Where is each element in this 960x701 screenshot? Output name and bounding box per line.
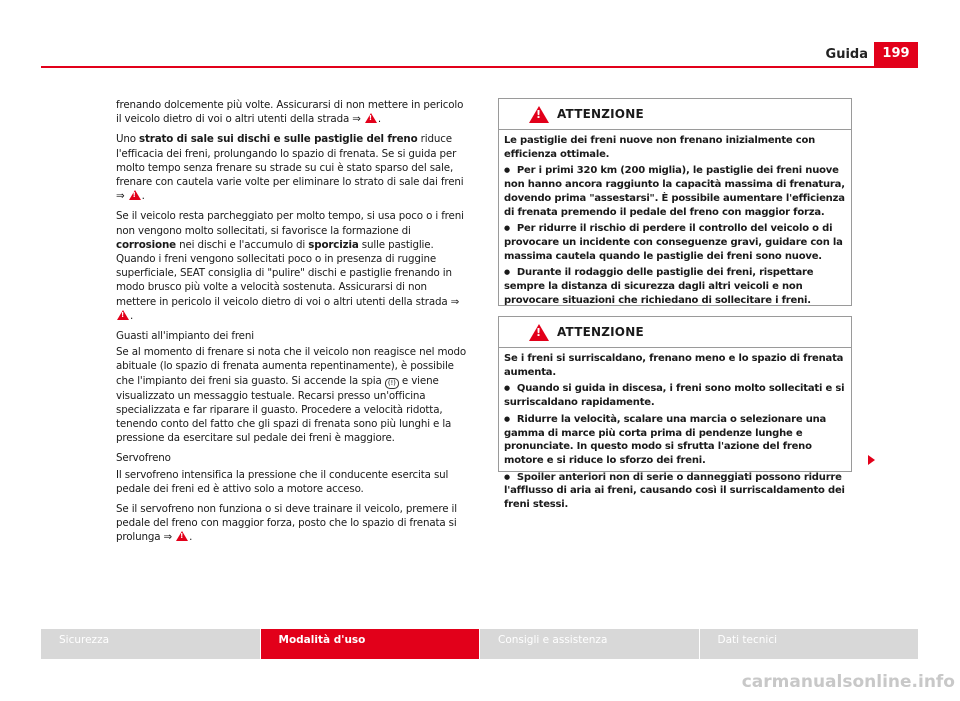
footer-tab-sicurezza[interactable]: Sicurezza: [41, 629, 260, 659]
header-rule: [41, 66, 918, 68]
warning-box-header: [499, 317, 851, 348]
warning-ref-icon[interactable]: [365, 113, 377, 123]
paragraph-servo-2: Se il servofreno non funziona o si deve trainare il veicolo, premere il pedale del freno con maggior forza, posto che lo spazio di frenata si prolunga ⇒ !.: [116, 502, 468, 545]
warning-bullet: ● Quando si guida in discesa, i freni sono molto sollecitati e si surriscaldano rapidamente.: [504, 382, 845, 409]
warning-intro: Se i freni si surriscaldano, frenano meno e lo spazio di frenata aumenta.: [504, 353, 844, 378]
paragraph-1: frenando dolcemente più volte. Assicurarsi di non mettere in pericolo il veicolo dietro di voi o altri utenti della strada ⇒ !.: [116, 98, 468, 126]
warning-box-new-pads: [498, 98, 852, 306]
brake-warning-lamp-icon: (!): [385, 378, 399, 389]
page-section-title: Guida: [825, 47, 868, 62]
paragraph-servo-1: Il servofreno intensifica la pressione che il conducente esercita sul pedale dei freni ed è attivo solo a motore acceso.: [116, 468, 449, 495]
warning-bullet: ● Ridurre la velocità, scalare una marcia o selezionare una gamma di marce più corta prima di pendenze lunghe e pronunciate. In questo modo si sfrutta l'azione del freno motore e si riduce lo sforzo dei freni.: [504, 413, 845, 468]
warning-box-body: [499, 348, 851, 512]
warning-ref-icon[interactable]: [176, 531, 188, 541]
heading-servo: Servofreno: [116, 452, 171, 465]
footer-nav: [41, 629, 918, 659]
warning-box-title: ATTENZIONE: [557, 325, 644, 339]
paragraph-brake-faults: Se al momento di frenare si nota che il veicolo non reagisce nel modo abituale (lo spazio di frenata aumenta repentinamente), è possibile che l'impianto dei freni sia guasto. Si accende la spia (!) e viene visualizzato un messaggio testuale. Recarsi presso un'officina specializzata e far riparare il guasto. Procedere a velocità ridotta, tenendo conto del fatto che gli spazi di frenata sono più lunghi e la pressione da esercitare sul pedale dei freni è maggiore.: [116, 346, 467, 445]
warning-bullet: ● Durante il rodaggio delle pastiglie dei freni, rispettare sempre la distanza di sicurezza dagli altri veicoli e non provocare situazioni che richiedano di sollecitare i freni.: [504, 266, 845, 307]
paragraph-corrosion: Se il veicolo resta parcheggiato per molto tempo, si usa poco o i freni non vengono molto sollecitati, si favorisce la formazione di corrosione nei dischi e l'accumulo di sporcizia sulle pastiglie. Quando i freni vengono sollecitati poco o in presenza di ruggine superficiale, SEAT consiglia di "pulire" dischi e pastiglie frenando in modo brusco più volte a velocità sostenuta. Assicurarsi di non mettere in pericolo il veicolo dietro di voi o altri utenti della strada ⇒ !.: [116, 209, 468, 323]
footer-tab-consigli[interactable]: Consigli e assistenza: [480, 629, 699, 659]
warning-box-header: [499, 99, 851, 130]
warning-ref-icon[interactable]: [117, 310, 129, 320]
watermark: carmanualsonline.info: [741, 672, 955, 692]
page-number: 199: [874, 42, 918, 66]
paragraph-salt: Uno strato di sale sui dischi e sulle pastiglie del freno riduce l'efficacia dei freni, prolungando lo spazio di frenata. Se si guida per molto tempo senza frenare su strade su cui è stato sparso del sale, frenare con cautela varie volte per eliminare lo strato di sale dai freni ⇒ !.: [116, 132, 468, 203]
warning-bullet: ● Per ridurre il rischio di perdere il controllo del veicolo o di provocare un incidente con conseguenze gravi, guidare con la massima cautela quando le pastiglie dei freni sono nuove.: [504, 222, 845, 263]
left-column: [116, 98, 468, 551]
warning-ref-icon[interactable]: [129, 190, 141, 200]
footer-tab-modalita-uso[interactable]: Modalità d'uso: [261, 629, 480, 659]
warning-triangle-icon: [529, 106, 549, 123]
warning-bullet: ● Spoiler anteriori non di serie o danneggiati possono ridurre l'afflusso di aria ai freni, causando così il surriscaldamento dei freni stessi.: [504, 471, 845, 512]
warning-box-body: [499, 130, 851, 307]
warning-intro: Le pastiglie dei freni nuove non frenano inizialmente con efficienza ottimale.: [504, 135, 816, 160]
heading-brake-faults: Guasti all'impianto dei freni: [116, 330, 254, 343]
warning-bullet: ● Per i primi 320 km (200 miglia), le pastiglie dei freni nuove non hanno ancora raggiunto la capacità massima di frenatura, dovendo prima "assestarsi". È possibile aumentare l'efficienza di frenata premendo il pedale del freno con maggior forza.: [504, 164, 845, 219]
footer-tab-dati-tecnici[interactable]: Dati tecnici: [700, 629, 919, 659]
continue-arrow-icon[interactable]: [868, 455, 875, 465]
warning-box-overheating: [498, 316, 852, 511]
warning-box-title: ATTENZIONE: [557, 107, 644, 121]
warning-triangle-icon: [529, 324, 549, 341]
